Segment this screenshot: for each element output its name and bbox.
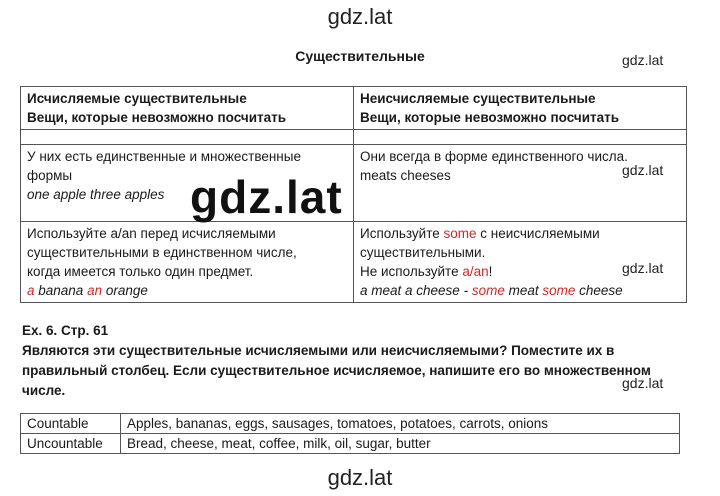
watermark-side-1: gdz.lat (622, 52, 664, 68)
header-uncountable (354, 87, 687, 130)
article-an: an (87, 283, 103, 298)
cell-text: формы (27, 168, 73, 183)
table-row (21, 434, 680, 454)
cell-example: one apple three apples (27, 187, 165, 202)
text-part: Не используйте (360, 264, 463, 279)
highlight-some: some (471, 283, 505, 298)
page-title: Существительные (295, 48, 425, 64)
table-row (21, 414, 680, 434)
cell-countable-articles (21, 222, 354, 303)
watermark-top: gdz.lat (327, 4, 393, 29)
answer-value: Apples, bananas, eggs, sausages, tomatoes, potatoes, carrots, onions (121, 414, 680, 434)
cell-text: существительными. (360, 245, 486, 260)
exercise-block (22, 321, 692, 401)
header-countable-title: Исчисляемые существительные (27, 91, 247, 106)
watermark-side-4: gdz.lat (622, 375, 664, 391)
cell-text: когда имеется только один предмет. (27, 264, 254, 279)
cell-text (360, 224, 680, 243)
cell-text: У них есть единственные и множественные (27, 149, 301, 164)
exercise-heading: Ex. 6. Стр. 61 (22, 323, 109, 338)
watermark-side-3: gdz.lat (622, 260, 664, 276)
highlight-a-an: a/an (462, 264, 489, 279)
header-uncountable-title: Неисчисляемые существительные (360, 91, 596, 106)
text-part: с неисчисляемыми (476, 226, 600, 241)
answer-value: Bread, cheese, meat, coffee, milk, oil, sugar, butter (121, 434, 680, 454)
cell-text: Используйте a/an перед исчисляемыми (27, 226, 276, 241)
highlight-some: some (443, 226, 477, 241)
header-countable (21, 87, 354, 130)
article-a: a (27, 283, 35, 298)
table-row (21, 222, 687, 303)
nouns-table (20, 86, 687, 303)
table-spacer-row (21, 130, 687, 145)
example-word: banana (34, 283, 88, 298)
watermark-side-2: gdz.lat (622, 162, 664, 178)
table-row (21, 145, 687, 222)
example-word: a meat a cheese - (360, 283, 472, 298)
answer-table (20, 413, 680, 454)
exercise-instructions: Являются эти существительные исчисляемыми или неисчисляемыми? Поместите их в правильный столбец. Если существительное исчисляемое, напишите его во множественном числе. (22, 343, 651, 398)
cell-text: Они всегда в форме единственного числа. (360, 149, 628, 164)
header-uncountable-subtitle: Вещи, которые невозможно посчитать (360, 110, 620, 125)
cell-example (27, 281, 347, 300)
cell-text: существительными в единственном числе, (27, 245, 297, 260)
cell-example (360, 281, 680, 300)
example-word: cheese (575, 283, 623, 298)
table-header-row (21, 87, 687, 130)
highlight-some: some (542, 283, 576, 298)
spacer-cell (354, 130, 687, 145)
text-part: Используйте (360, 226, 444, 241)
watermark-large: gdz.lat (190, 171, 343, 223)
answer-label: Uncountable (21, 434, 121, 454)
example-word: orange (102, 283, 148, 298)
watermark-bottom: gdz.lat (327, 465, 393, 490)
example-word: meat (504, 283, 543, 298)
cell-uncountable-forms (354, 145, 687, 222)
text-part: ! (488, 264, 493, 279)
header-countable-subtitle: Вещи, которые невозможно посчитать (27, 110, 287, 125)
cell-example: meats cheeses (360, 168, 451, 183)
spacer-cell (21, 130, 354, 145)
answer-label: Countable (21, 414, 121, 434)
